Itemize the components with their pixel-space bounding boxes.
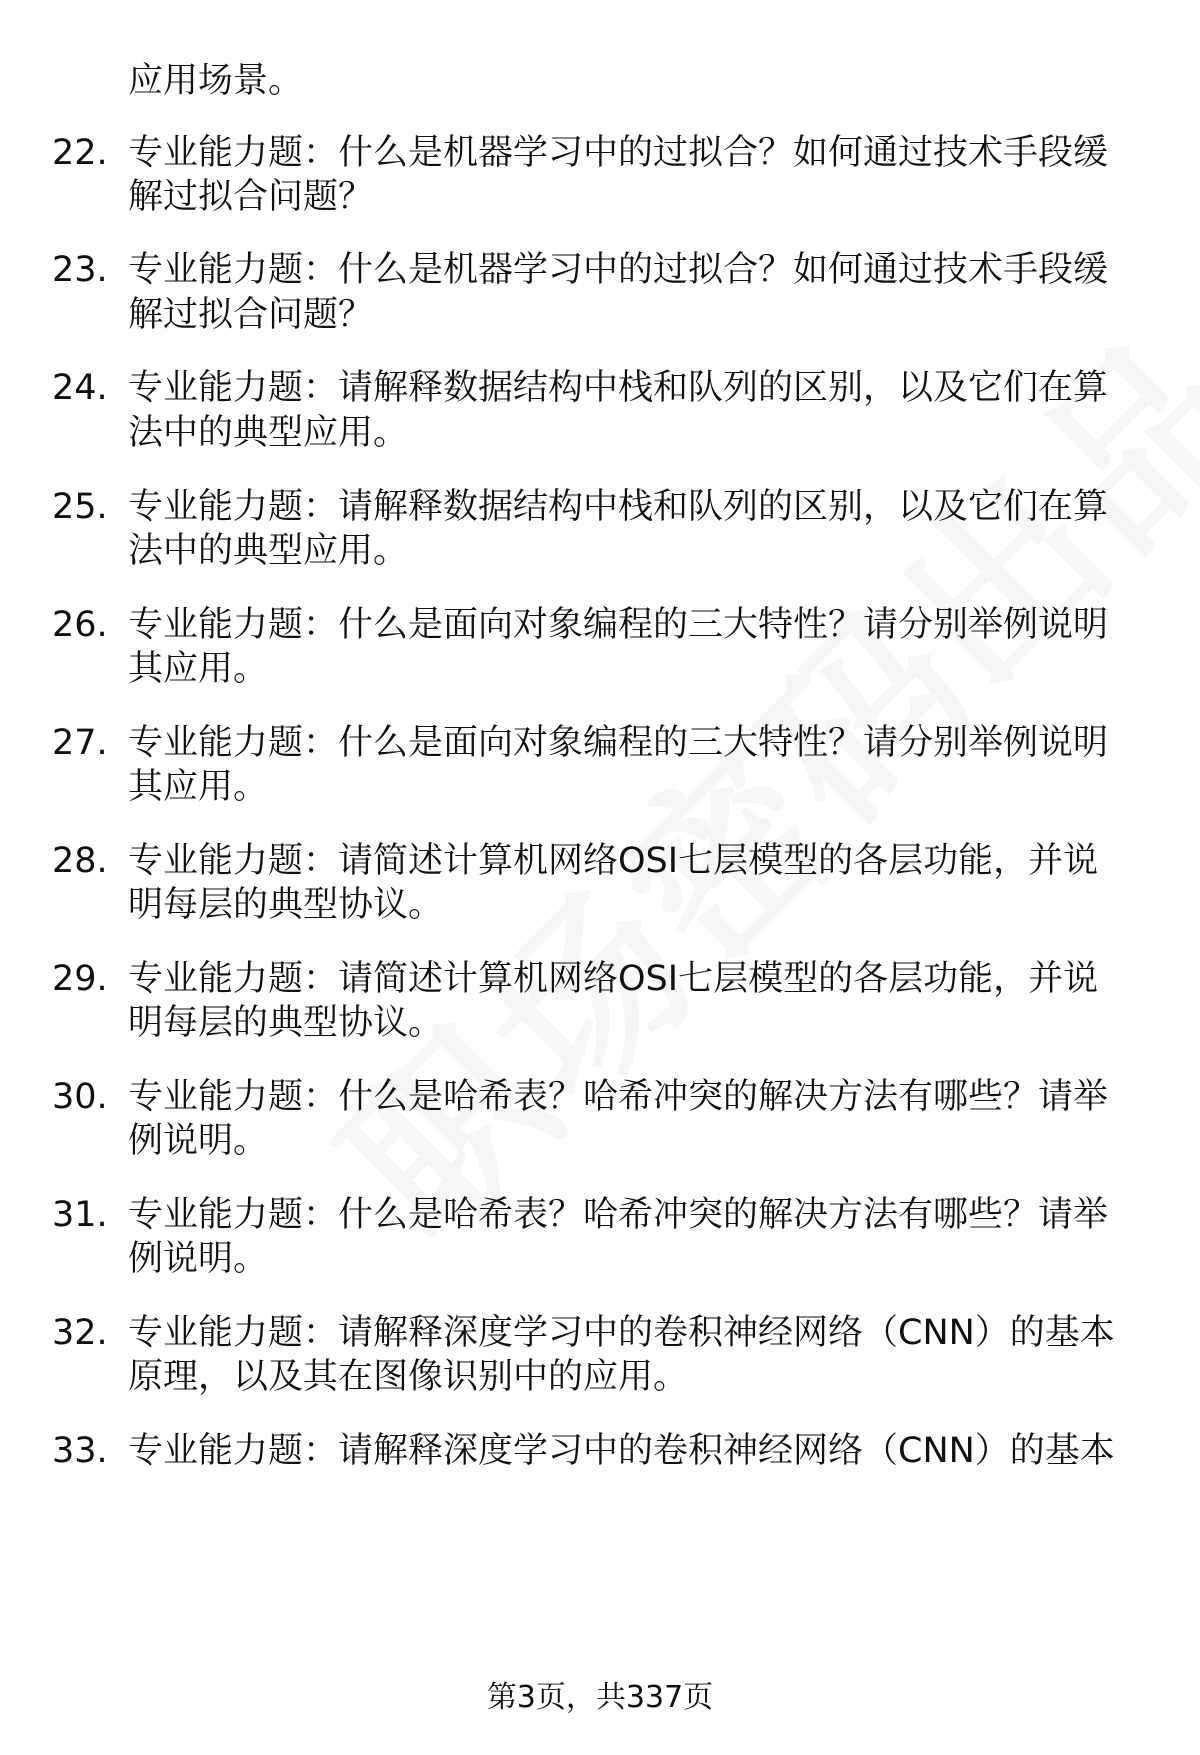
question-text-line1: 专业能力题：请简述计算机网络OSI七层模型的各层功能，并说	[128, 841, 1099, 881]
question-text-line1: 专业能力题：什么是面向对象编程的三大特性？请分别举例说明	[128, 605, 1109, 645]
question-text-line2: 法中的典型应用。	[128, 531, 409, 571]
question-number: 23.	[52, 250, 108, 290]
page-footer: 第3页，共337页	[486, 1680, 714, 1715]
question-text-line2: 明每层的典型协议。	[128, 1003, 444, 1043]
question-text-line1: 专业能力题：请解释深度学习中的卷积神经网络（CNN）的基本	[128, 1313, 1115, 1353]
question-text-line2: 其应用。	[128, 649, 269, 689]
question-number: 31.	[52, 1195, 108, 1235]
question-text-line1: 专业能力题：请解释深度学习中的卷积神经网络（CNN）的基本	[128, 1431, 1115, 1471]
question-text-line2: 原理，以及其在图像识别中的应用。	[128, 1357, 689, 1397]
question-text-line1: 专业能力题：请解释数据结构中栈和队列的区别，以及它们在算	[128, 368, 1109, 408]
question-number: 30.	[52, 1077, 108, 1117]
question-text-line1: 专业能力题：请解释数据结构中栈和队列的区别，以及它们在算	[128, 487, 1109, 527]
question-text-line1: 专业能力题：什么是机器学习中的过拟合？如何通过技术手段缓	[128, 133, 1109, 173]
question-text-line1: 专业能力题：请简述计算机网络OSI七层模型的各层功能，并说	[128, 959, 1099, 999]
question-text-line1: 专业能力题：什么是面向对象编程的三大特性？请分别举例说明	[128, 723, 1109, 763]
question-number: 22.	[52, 133, 108, 173]
continuation-text: 应用场景。	[128, 61, 304, 101]
watermark	[276, 264, 1200, 1289]
question-text-line2: 例说明。	[128, 1239, 269, 1279]
question-text-line2: 解过拟合问题？	[128, 177, 374, 217]
question-text-line2: 解过拟合问题？	[128, 295, 374, 335]
question-number: 28.	[52, 841, 108, 881]
question-text-line1: 专业能力题：什么是机器学习中的过拟合？如何通过技术手段缓	[128, 250, 1109, 290]
question-number: 27.	[52, 723, 108, 763]
question-text-line2: 例说明。	[128, 1121, 269, 1161]
question-text-line1: 专业能力题：什么是哈希表？哈希冲突的解决方法有哪些？请举	[128, 1077, 1109, 1117]
question-text-line2: 其应用。	[128, 767, 269, 807]
question-number: 32.	[52, 1313, 108, 1353]
question-text-line2: 法中的典型应用。	[128, 413, 409, 453]
question-text-line1: 专业能力题：什么是哈希表？哈希冲突的解决方法有哪些？请举	[128, 1195, 1109, 1235]
question-number: 25.	[52, 487, 108, 527]
question-text-line2: 明每层的典型协议。	[128, 885, 444, 925]
question-number: 24.	[52, 368, 108, 408]
question-number: 33.	[52, 1431, 108, 1471]
question-number: 26.	[52, 605, 108, 645]
question-number: 29.	[52, 959, 108, 999]
